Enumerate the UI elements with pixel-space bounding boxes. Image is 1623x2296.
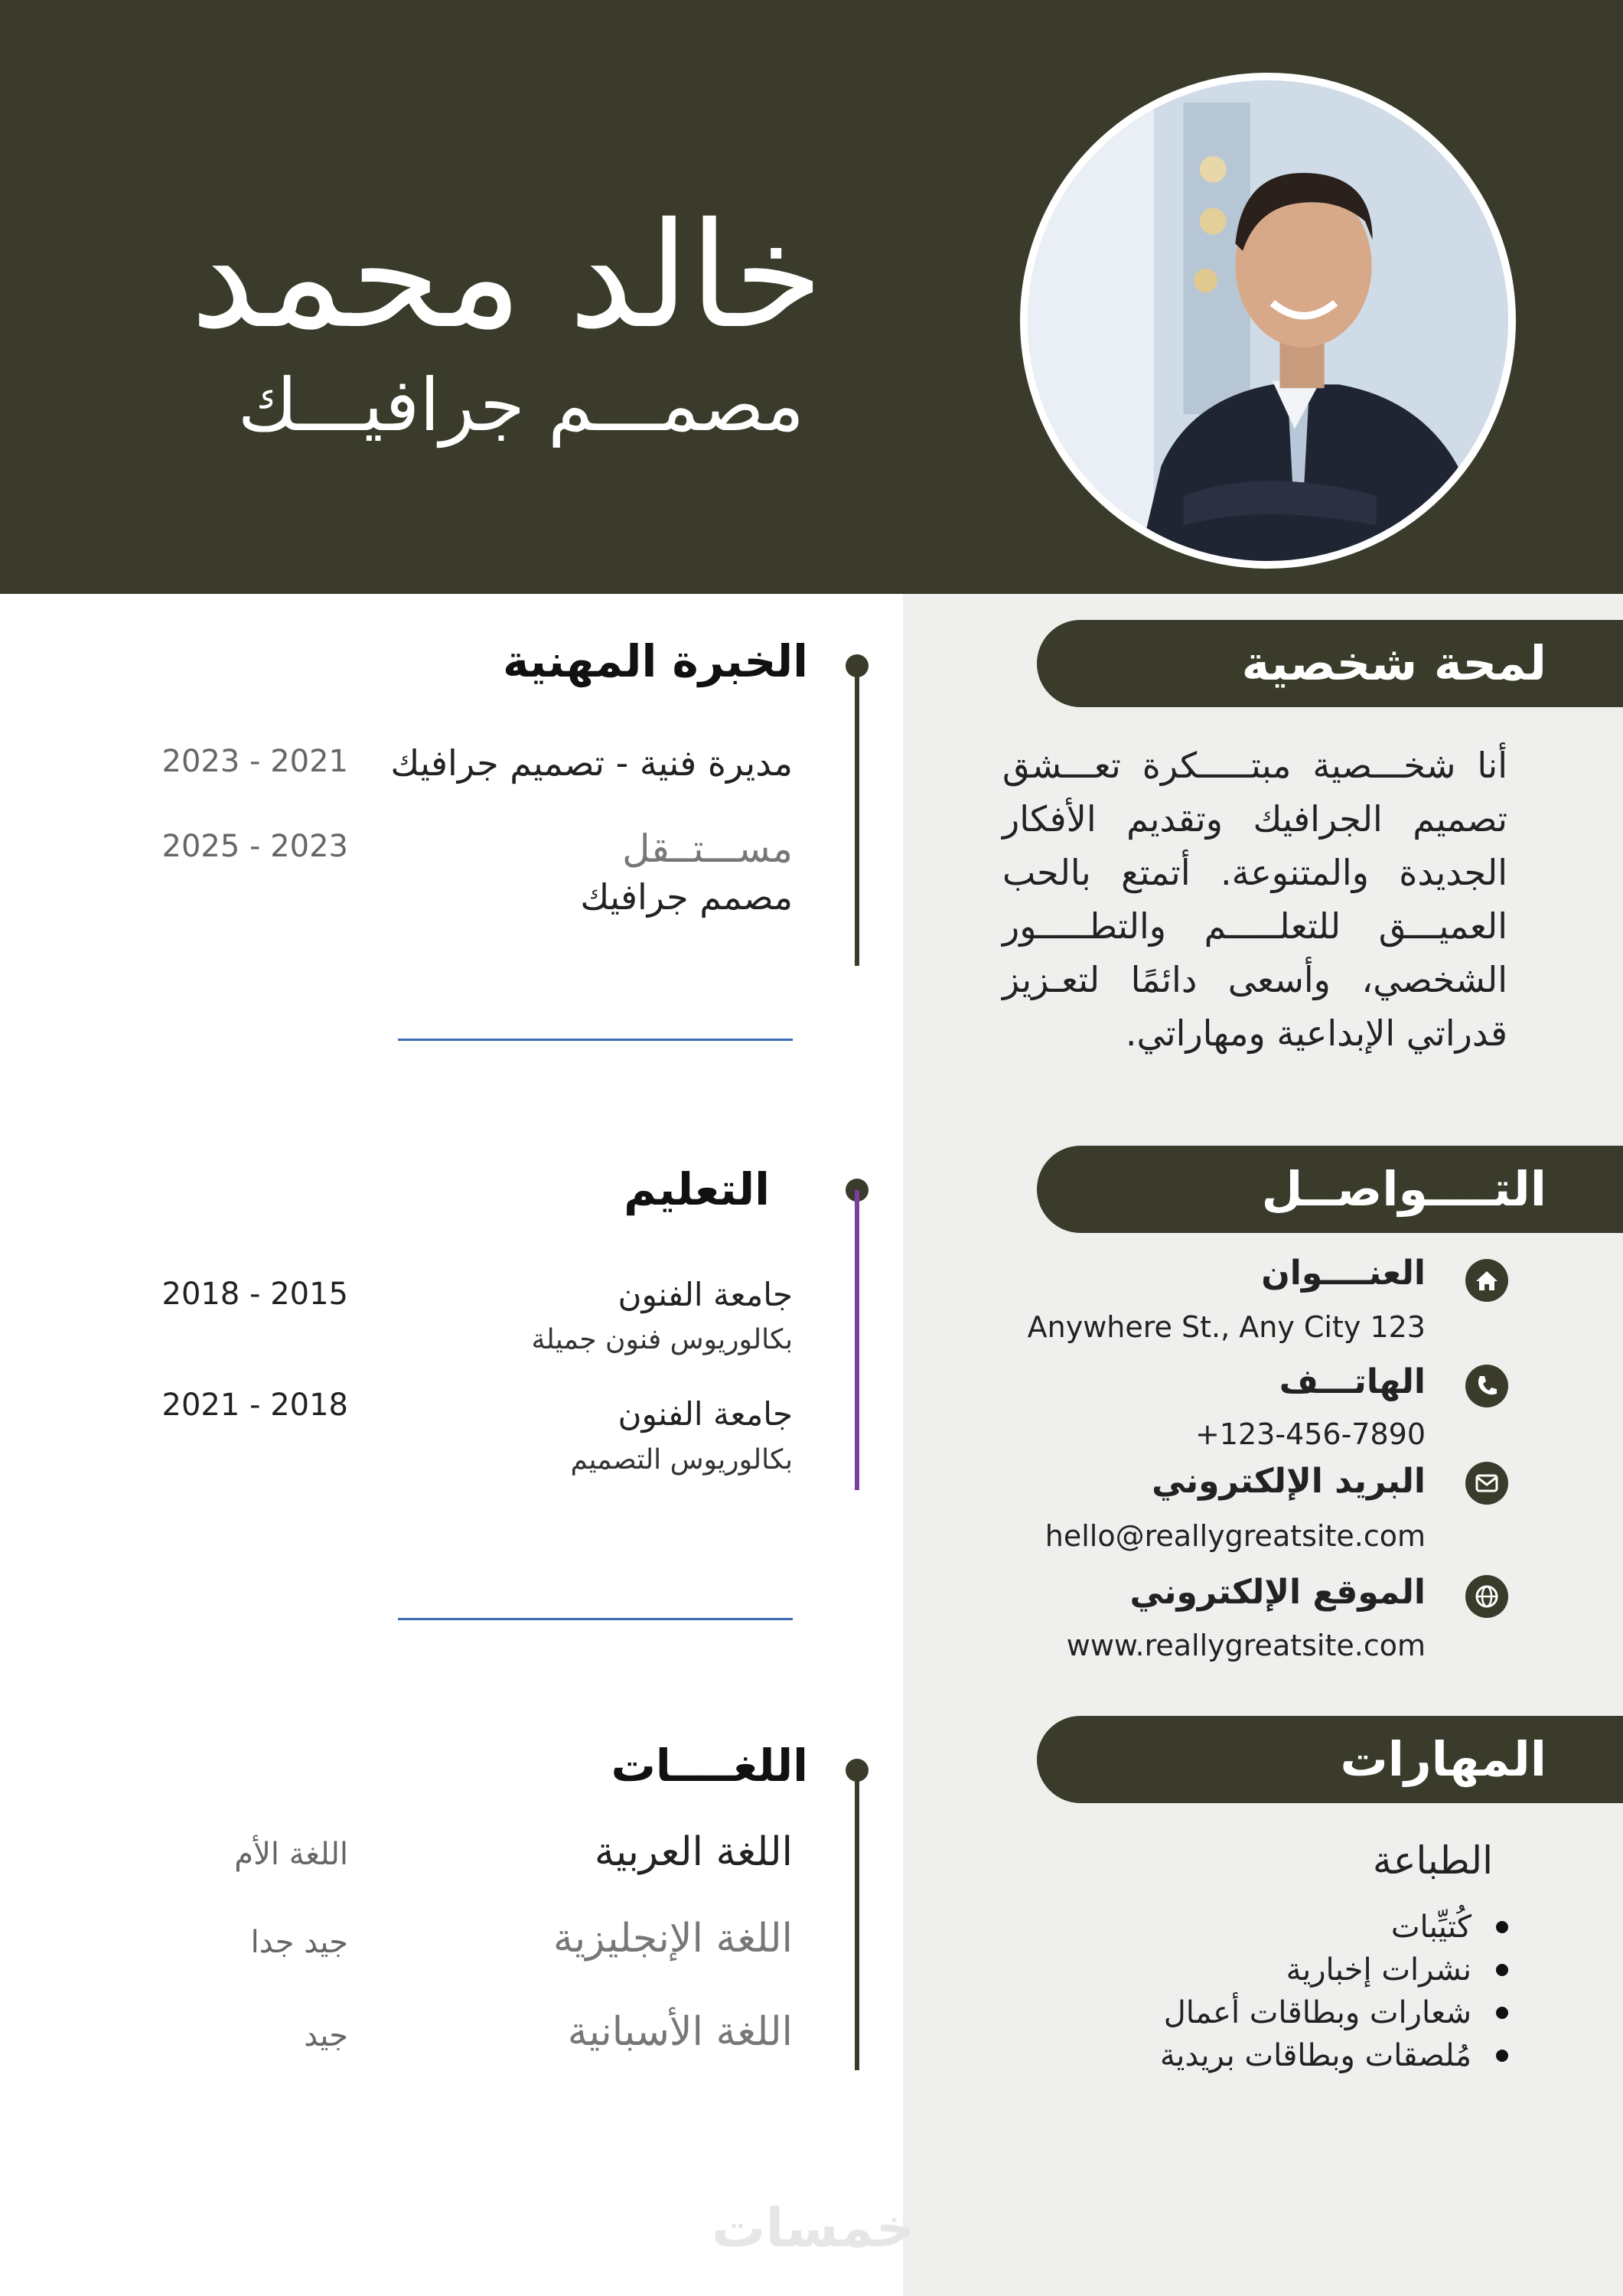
language-name-2: اللغة الإنجليزية: [552, 1916, 793, 1962]
skill-item: شعارات وبطاقات أعمال: [1160, 1991, 1508, 2034]
mail-icon: [1465, 1462, 1508, 1505]
home-icon: [1465, 1259, 1508, 1302]
experience-date-2: 2025 - 2023: [161, 829, 348, 864]
language-level-2: جيد جدا: [250, 1925, 348, 1960]
profile-text: أنا شخـــصية مبتـــــكرة تعـــشق تصميم الجرافيك وتقديم الأفكار الجديدة والمتنوعة. أتمتع بالحب العميـــق للتعلـــــم والتطـــــور الشخصي، وأسعى دائمًا لتعـزيز قدراتي الإبداعية ومهاراتي.: [1002, 745, 1507, 1054]
email-value: hello@reallygreatsite.com: [1045, 1519, 1426, 1553]
email-label: البريد الإلكتروني: [1152, 1462, 1426, 1501]
skill-item: كُتيِّبات: [1160, 1906, 1508, 1949]
language-level-3: جيد: [304, 2018, 348, 2053]
website-label: الموقع الإلكتروني: [1129, 1573, 1426, 1612]
experience-date-1: 2023 - 2021: [161, 744, 348, 779]
languages-section-title: اللغــــات: [611, 1740, 808, 1792]
experience-section-title: الخبرة المهنية: [502, 635, 808, 687]
portrait-illustration: [1028, 80, 1508, 561]
section-divider: [398, 1618, 793, 1620]
experience-timeline-line: [855, 666, 859, 966]
section-divider: [398, 1039, 793, 1041]
address-value: Anywhere St., Any City 123: [1027, 1310, 1426, 1344]
education-date-2: 2021 - 2018: [161, 1388, 348, 1423]
education-school-1: جامعة الفنون: [618, 1276, 793, 1313]
phone-label: الهاتـــف: [1279, 1362, 1426, 1401]
skills-section-title: المهارات: [1037, 1716, 1623, 1803]
skills-heading: الطباعة: [1372, 1838, 1493, 1883]
watermark-logo: خمسات: [712, 2197, 915, 2259]
profile-photo: [1020, 73, 1516, 569]
education-section-title: التعليم: [624, 1163, 770, 1215]
education-degree-1: بكالوريوس فنون جميلة: [531, 1324, 793, 1355]
contact-section-title: التــــواصــل: [1037, 1146, 1623, 1233]
header-band: [0, 0, 1623, 594]
address-label: العنــــوان: [1261, 1254, 1426, 1293]
phone-value: +123-456-7890: [1194, 1417, 1426, 1451]
education-degree-2: بكالوريوس التصميم: [570, 1444, 793, 1476]
job-title: مصمـــم جرافيـــك: [237, 364, 804, 448]
language-name-1: اللغة العربية: [594, 1829, 793, 1875]
profile-section-title: لمحة شخصية: [1037, 620, 1623, 707]
education-school-2: جامعة الفنون: [618, 1395, 793, 1433]
skill-item: نشرات إخبارية: [1160, 1949, 1508, 1991]
globe-icon: [1465, 1575, 1508, 1618]
experience-role-2-line1: مســـتــقل: [622, 827, 793, 871]
skill-item: مُلصقات وبطاقات بريدية: [1160, 2034, 1508, 2077]
language-level-1: اللغة الأم: [234, 1837, 348, 1872]
website-value: www.reallygreatsite.com: [1066, 1629, 1426, 1662]
experience-role-2-line2: مصمم جرافيك: [580, 876, 793, 918]
languages-timeline-line: [855, 1770, 859, 2070]
phone-icon: [1465, 1365, 1508, 1407]
language-name-3: اللغة الأسبانية: [567, 2009, 793, 2055]
experience-role-1: مديرة فنية - تصميم جرافيك: [390, 742, 793, 784]
person-name: خالد محمد: [190, 191, 823, 360]
skills-list: [1160, 1906, 1508, 2077]
education-timeline-line: [855, 1190, 859, 1490]
education-date-1: 2018 - 2015: [161, 1277, 348, 1312]
